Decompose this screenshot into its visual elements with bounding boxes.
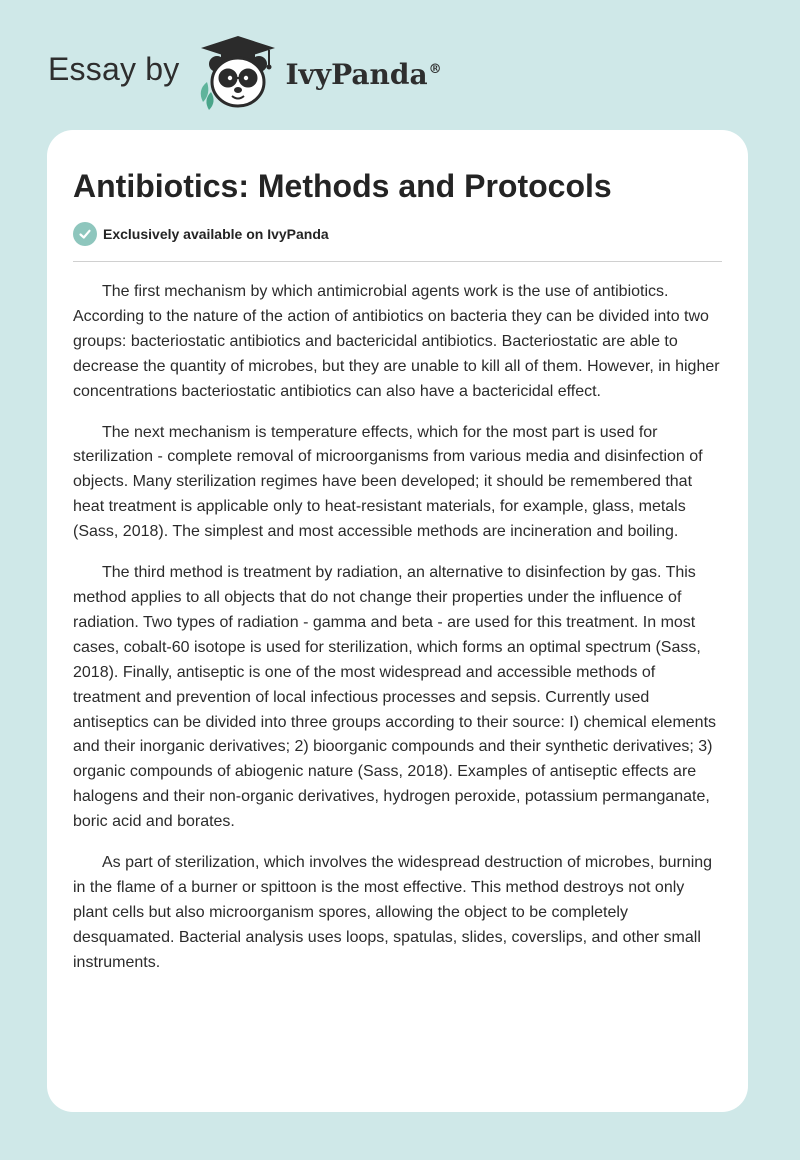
essay-body [73,280,722,976]
essay-card [47,130,748,1112]
divider [73,261,722,262]
exclusive-badge [73,222,722,246]
paragraph: The first mechanism by which antimicrobial agents work is the use of antibiotics. According to the nature of the action of antibiotics on bacteria they can be divided into two groups: bacteriostatic antibiotics and bactericidal antibiotics. Bacteriostatic are able to decrease the quantity of microbes, but they are unable to kill all of them. However, in higher concentrations bacteriostatic antibiotics can also have a bactericidal effect. [73,283,720,400]
exclusive-label: Exclusively available on IvyPanda [103,226,329,242]
paragraph: As part of sterilization, which involves the widespread destruction of microbes, burning in the flame of a burner or spittoon is the most effective. This method destroys not only plant cells but also microorganism spores, allowing the object to be completely desquamated. Bacterial analysis uses loops, spatulas, slides, coverslips, and other small instruments. [73,854,713,971]
site-logo[interactable] [48,34,442,110]
paragraph: The next mechanism is temperature effects, which for the most part is used for sterilization - complete removal of microorganisms from various media and disinfection of objects. Many sterilization regimes have been developed; it should be remembered that heat treatment is applicable only to heat-resistant materials, for example, glass, metals (Sass, 2018). The simplest and most accessible methods are incineration and boiling. [73,423,703,541]
panda-mascot-icon [195,34,281,110]
paragraph: The third method is treatment by radiation, an alternative to disinfection by gas. This method applies to all objects that do not change their properties under the influence of radiation. Two types of radiation - gamma and beta - are used for this treatment. In most cases, cobalt-60 isotope is used for sterilization, which forms an optimal spectrum (Sass, 2018). Finally, antiseptic is one of the most widespread and accessible methods of treatment and prevention of local infectious processes and sepsis. Currently used antiseptics can be divided into three groups according to their source: I) chemical elements and their inorganic derivatives; 2) bioorganic compounds and their synthetic derivatives; 3) organic compounds of abiogenic nature (Sass, 2018). Examples of antiseptic effects are halogens and their non-organic derivatives, hydrogen peroxide, potassium permanganate, boric acid and borates. [73,564,717,831]
checkmark-icon [73,222,97,246]
brand-name: IvyPanda® [285,57,442,91]
page-title: Antibiotics: Methods and Protocols [73,168,612,204]
brand-prefix: Essay by [48,50,180,87]
